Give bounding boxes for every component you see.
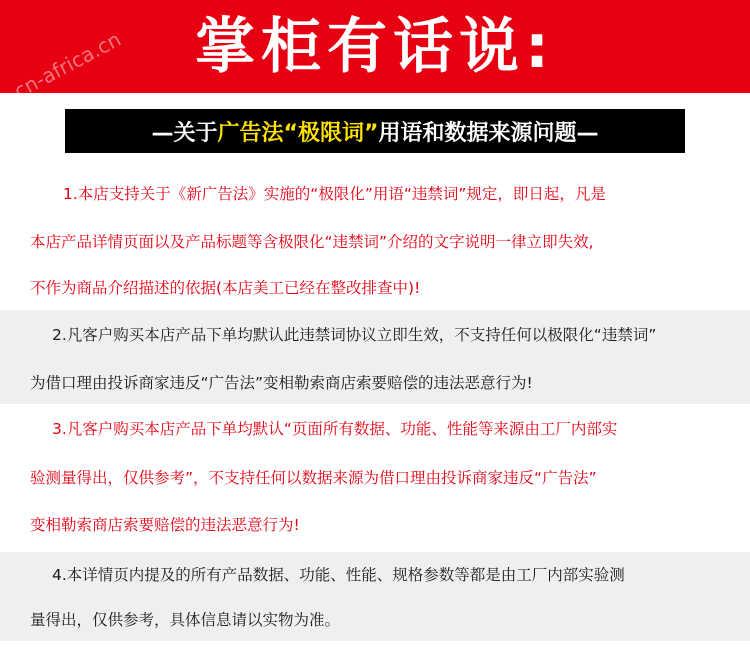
page-title: 掌柜有话说:	[195, 11, 555, 82]
paragraph-line: 不作为商品介绍描述的依据(本店美工已经在整改排查中)!	[30, 279, 421, 297]
paragraph-line: 4.本详情页内提及的所有产品数据、功能、性能、规格参数等都是由工厂内部实验测	[52, 566, 625, 584]
notice-paragraph-2	[0, 310, 750, 404]
notice-paragraph-3	[0, 404, 750, 552]
paragraph-line: 验测量得出，仅供参考”，不支持任何以数据来源为借口理由投诉商家违反“广告法”	[30, 469, 597, 487]
paragraph-line: 变相勒索商店索要赔偿的违法恶意行为!	[30, 516, 300, 534]
subtitle-highlight: 广告法“极限词”	[217, 120, 379, 146]
paragraph-line: 本店产品详情页面以及产品标题等含极限化“违禁词”介绍的文字说明一律立即失效,	[30, 233, 594, 251]
paragraph-line: 1.本店支持关于《新广告法》实施的“极限化”用语“违禁词”规定，即日起，凡是	[63, 185, 606, 203]
subtitle-prefix: —关于	[151, 120, 218, 146]
notice-paragraph-1	[0, 170, 750, 310]
paragraph-line: 2.凡客户购买本店产品下单均默认此违禁词协议立即生效，不支持任何以极限化“违禁词”	[52, 326, 657, 344]
subtitle-bar	[65, 109, 685, 153]
paragraph-line: 量得出，仅供参考，具体信息请以实物为准。	[30, 611, 341, 629]
paragraph-line: 3.凡客户购买本店产品下单均默认“页面所有数据、功能、性能等来源由工厂内部实	[52, 420, 618, 438]
watermark: cn-africa.cn	[10, 26, 125, 104]
subtitle-suffix: 用语和数据来源问题—	[378, 120, 599, 146]
paragraph-line: 为借口理由投诉商家违反“广告法”变相勒索商店索要赔偿的违法恶意行为!	[30, 374, 533, 392]
notice-paragraph-4	[0, 552, 750, 641]
